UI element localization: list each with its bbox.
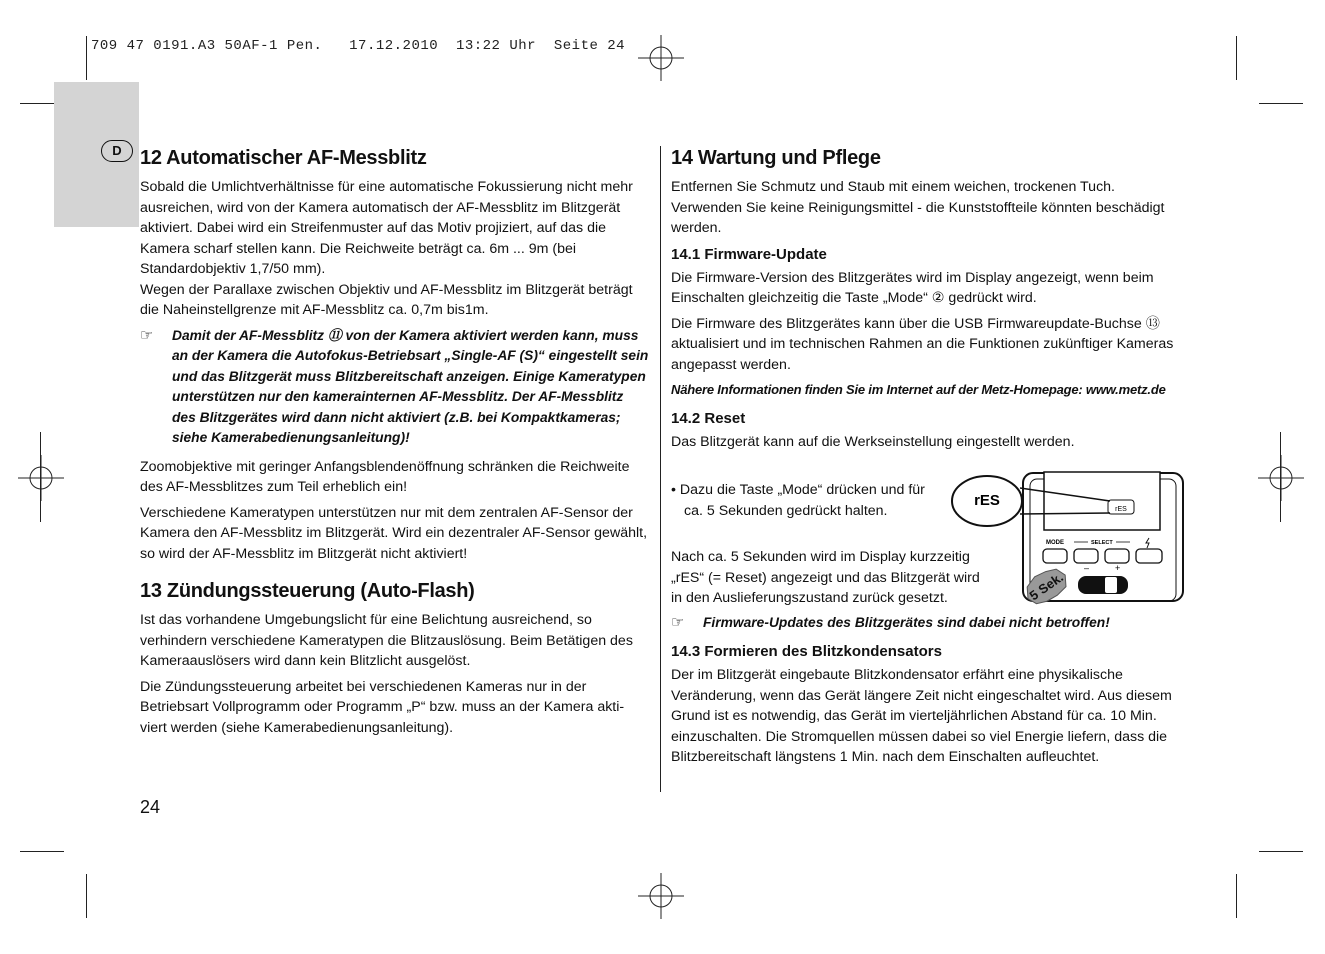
crop-mark-bottom-left-h (20, 851, 64, 852)
mode-button (1043, 549, 1067, 563)
crop-mark-bottom-left-v (86, 874, 87, 918)
power-switch-knob (1105, 577, 1117, 593)
left-column (140, 145, 650, 743)
page-number: 24 (140, 797, 161, 817)
display-res-text: rES (1115, 506, 1127, 513)
section-14-2-title: 14.2 Reset (671, 409, 746, 427)
section-12-note (140, 326, 650, 449)
right-column (671, 145, 1183, 773)
reset-diagram (948, 468, 1188, 618)
section-12-note-text: Damit der AF-Messblitz ⑪ von der Kamera aktiviert werden kann, muss an der Kamera die Autofokus-Betriebsart „Single-AF (S)“ eingestellt sein und das Blitzgerät muss Blitzbereitschaft anzeigen. Einige Kameratypen unterstützen nur den kamerainternen AF-Messblitz. Der AF-Messblitz des Blitzgerätes wird dann nicht aktiviert (z.B. bei Kompaktkameras; siehe Kamerabedienungsanleitung)! (172, 327, 649, 445)
select-plus-button (1105, 549, 1129, 563)
five-seconds-text: 5 Sek. (1026, 569, 1066, 604)
print-header: 709 47 0191.A3 50AF-1 Pen. 17.12.2010 13:22 Uhr Seite 24 (91, 38, 626, 54)
section-14-3-title: 14.3 Formieren des Blitzkondensators (671, 643, 942, 660)
section-14-1-paragraph-2: Die Firmware des Blitzgerätes kann über die USB Firmwareupdate-Buchse ⑬ aktualisiert und im technischen Rahmen an die Funktionen zukünftiger Kameras angepasst werden. (671, 315, 1174, 373)
section-12-paragraph-2: Wegen der Parallaxe zwischen Objektiv und AF-Messblitz im Blitzgerät beträgt die Naheinstellgrenze mit AF-Messblitz ca. 0,7m bis1m. (140, 281, 633, 318)
section-14-2-paragraph-1: Das Blitzgerät kann auf die Werkseinstellung eingestellt werden. (671, 433, 1075, 450)
section-14-3-paragraph-1: Der im Blitzgerät eingebaute Blitzkondensator erfährt eine physikalische Veränderung, wenn das Gerät längere Zeit nicht eingeschaltet wird. Aus diesem Grund ist es notwendig, das Gerät im vierteljährlichen Abstand für ca. 10 Min. einzuschalten. Die Stromquellen müssen dabei so viel Energie liefern, dass die Blitzbereitschaft längstens 1 Min. nach dem Einschalten aufleuchtet. (671, 667, 1172, 765)
crop-mark-bottom-right-h (1259, 851, 1303, 852)
column-divider (660, 146, 661, 792)
crop-mark-top-right-v (1236, 36, 1237, 80)
section-13-title: 13 Zündungssteuerung (Auto-Flash) (140, 580, 475, 602)
crop-mark-top-left-v (86, 36, 87, 80)
section-12-paragraph-1: Sobald die Umlichtverhältnisse für eine automatische Fokussierung nicht mehr ausreichen, wird von der Kamera automatisch der AF-Messblitz im Blitzgerät aktiviert. Dabei wird ein Streifenmuster auf das Motiv projiziert, auf das die Kamera scharf stellen kann. Die Reichweite beträgt ca. 6m ... 9m (bei Standardobjektiv 1,7/50 mm). (140, 179, 633, 277)
minus-label: – (1084, 563, 1090, 573)
flash-button (1136, 549, 1162, 563)
section-14-1-note: Nähere Informationen finden Sie im Internet auf der Metz-Homepage: www.metz.de (671, 382, 1166, 397)
select-label: SELECT (1091, 540, 1113, 546)
mode-label: MODE (1046, 540, 1064, 546)
select-minus-button (1074, 549, 1098, 563)
power-switch (1078, 576, 1128, 594)
registration-mark-left-icon (18, 455, 64, 501)
paragraph-line-1: Nach ca. 5 Sekunden wird im Display kurzzeitig (671, 549, 970, 565)
section-13-paragraph-1: Ist das vorhandene Umgebungslicht für eine Belichtung ausreichend, so verhindern verschiedene Kameratypen die Blitzauslösung. Beim Betätigen des Kameraauslösers wird dann kein Blitzlicht ausgelöst. (140, 612, 633, 669)
registration-mark-top-icon (638, 35, 684, 81)
pointing-hand-icon: ☞ (140, 326, 154, 344)
crop-mark-bottom-right-v (1236, 874, 1237, 918)
registration-tick-left (40, 432, 41, 522)
callout-line-bottom (1020, 513, 1110, 514)
crop-mark-top-right-h (1259, 103, 1303, 104)
plus-label: + (1115, 563, 1121, 573)
section-12-title: 12 Automatischer AF-Messblitz (140, 147, 427, 169)
section-14-1-paragraph-1: Die Firmware-Version des Blitzgerätes wird im Display angezeigt, wenn beim Einschalten gleichzeitig die Taste „Mode“ ② gedrückt wird. (671, 269, 1154, 306)
section-13-paragraph-2: Die Zündungssteuerung arbeitet bei verschiedenen Kameras nur in der Betriebsart Vollprogramm oder Programm „P“ bzw. muss an der Kamera akti-viert werden (siehe Kamerabedienungsanleitung). (140, 678, 625, 736)
section-14-1-title: 14.1 Firmware-Update (671, 245, 827, 263)
registration-mark-bottom-icon (638, 873, 684, 919)
registration-mark-right-icon (1258, 455, 1304, 501)
bullet-line-2: ca. 5 Sekunden gedrückt halten. (684, 502, 888, 519)
paragraph-line-3: in den Auslieferungszustand zurück gesetzt. (671, 590, 948, 606)
section-14-paragraph-1: Entfernen Sie Schmutz und Staub mit einem weichen, trockenen Tuch. Verwenden Sie keine Reinigungsmittel - die Kunststoffteile könnten beschädigt werden. (671, 179, 1165, 236)
section-14-2-note-text: Firmware-Updates des Blitzgerätes sind dabei nicht betroffen! (703, 614, 1110, 630)
registration-tick-right (1280, 432, 1281, 522)
section-12-paragraph-3: Zoomobjektive mit geringer Anfangsblendenöffnung schränken die Reichweite des AF-Messblitzes zum Teil erheblich ein! (140, 458, 630, 495)
pointing-hand-icon: ☞ (671, 613, 685, 631)
language-badge: D (101, 140, 133, 162)
paragraph-line-2: „rES“ (= Reset) angezeigt und das Blitzgerät wird (671, 569, 980, 586)
section-14-title: 14 Wartung und Pflege (671, 147, 881, 169)
section-12-paragraph-4: Verschiedene Kameratypen unterstützen nur mit dem zentralen AF-Sensor der Kamera den AF-Messblitz im Blitzgerät. Wird ein dezentraler AF-Sensor gewählt, so wird der AF-Messblitz im Blitzgerät nicht aktiviert! (140, 504, 648, 562)
device-display (1044, 472, 1160, 530)
bullet-line-1: • Dazu die Taste „Mode“ drücken und für (671, 482, 925, 498)
callout-res-text: rES (974, 492, 1000, 509)
